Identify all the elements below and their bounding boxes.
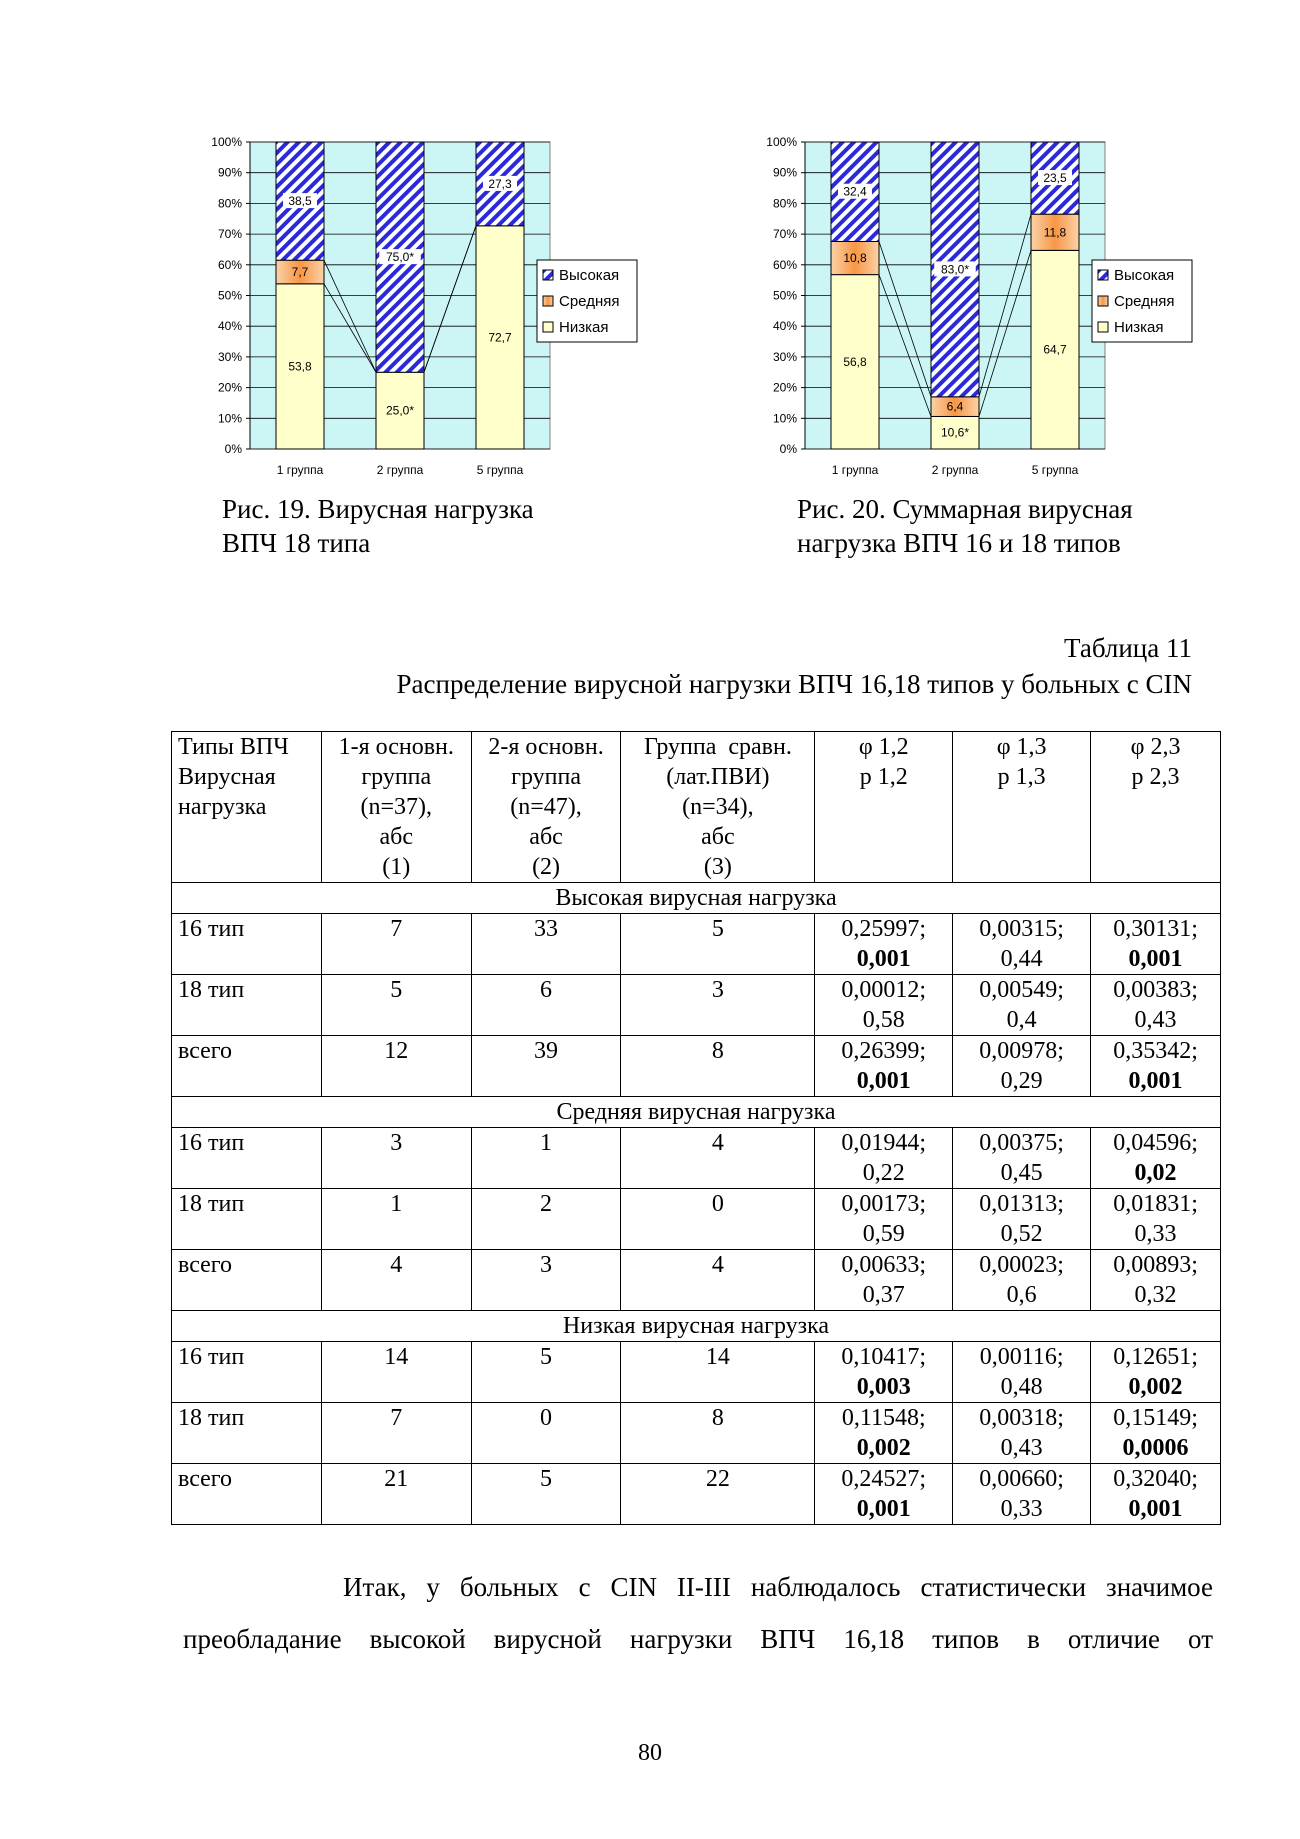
- paragraph-line: преобладание высокой вирусной нагрузки ВПЧ 16,18 типов в отличие от: [183, 1624, 1213, 1654]
- x-tick-label: 2 группа: [376, 463, 424, 477]
- phi-value: 0,00315;: [979, 916, 1064, 942]
- figure-19-caption-line: Рис. 19. Вирусная нагрузка: [222, 494, 534, 524]
- figure-20-chart: [750, 130, 1200, 490]
- cell-g2: 5: [471, 1464, 621, 1525]
- data-label: 10,8: [843, 251, 867, 266]
- p-value: 0,45: [1000, 1160, 1043, 1186]
- x-tick-label: 2 группа: [931, 463, 979, 477]
- phi-value: 0,00893;: [1113, 1252, 1198, 1278]
- phi-value: 0,00012;: [841, 977, 927, 1003]
- cell-g3: 8: [621, 1036, 815, 1097]
- legend-swatch: [543, 270, 553, 280]
- legend-swatch: [543, 322, 553, 332]
- cell-g1: 3: [321, 1128, 471, 1189]
- y-tick-label: 70%: [217, 227, 242, 242]
- p-value: 0,29: [1000, 1068, 1043, 1094]
- section-title: Высокая вирусная нагрузка: [172, 883, 1221, 914]
- table-row: [172, 1189, 1221, 1250]
- table-title: Таблица 11: [1064, 633, 1192, 663]
- cell-p12: [815, 914, 953, 975]
- cell-g2: 1: [471, 1128, 621, 1189]
- p-value: 0,52: [1000, 1221, 1043, 1247]
- header-text: (1): [382, 854, 411, 880]
- p-value: 0,001: [1128, 946, 1183, 972]
- section-row: [172, 883, 1221, 914]
- phi-value: 0,00173;: [841, 1191, 927, 1217]
- cell-p23: [1091, 1464, 1221, 1525]
- cell-p12: [815, 1036, 953, 1097]
- p-value: 0,59: [862, 1221, 905, 1247]
- p-value: 0,001: [856, 946, 911, 972]
- cell-g1: 7: [321, 1403, 471, 1464]
- table-row: [172, 914, 1221, 975]
- figure-20-caption-line: Рис. 20. Суммарная вирусная: [797, 494, 1133, 524]
- y-tick-label: 0%: [224, 442, 242, 456]
- cell-type: 18 тип: [172, 1403, 322, 1464]
- legend-entry: Низкая: [559, 319, 609, 336]
- p-value: 0,02: [1134, 1160, 1177, 1186]
- p-value: 0,58: [862, 1007, 905, 1033]
- legend: [1092, 260, 1192, 342]
- y-tick-label: 30%: [772, 349, 797, 364]
- data-label: 83,0*: [940, 262, 970, 277]
- header-text: p 2,3: [1131, 764, 1180, 790]
- cell-g3: 0: [621, 1189, 815, 1250]
- header-text: нагрузка: [178, 794, 267, 820]
- cell-g1: 12: [321, 1036, 471, 1097]
- y-tick-label: 100%: [766, 135, 797, 149]
- table-subtitle: Распределение вирусной нагрузки ВПЧ 16,18 типов у больных с CIN: [396, 669, 1192, 699]
- y-tick-label: 60%: [772, 257, 797, 272]
- header-cell-phi12: [815, 732, 953, 883]
- legend-swatch: [543, 296, 553, 306]
- cell-p23: [1091, 914, 1221, 975]
- cell-g1: 14: [321, 1342, 471, 1403]
- p-value: 0,002: [1128, 1374, 1183, 1400]
- cell-g3: 22: [621, 1464, 815, 1525]
- header-text: (n=47),: [510, 794, 582, 820]
- legend-swatch: [1098, 270, 1108, 280]
- legend-entry: Низкая: [1114, 319, 1164, 336]
- p-value: 0,43: [1000, 1435, 1043, 1461]
- legend-entry: Высокая: [1114, 267, 1175, 284]
- data-label: 7,7: [291, 265, 309, 280]
- legend-entry: Средняя: [559, 293, 620, 310]
- paragraph-line: Итак, у больных с CIN II-III наблюдалось статистически значимое: [343, 1572, 1213, 1602]
- header-text: группа: [361, 764, 432, 790]
- section-row: [172, 1097, 1221, 1128]
- section-title: Низкая вирусная нагрузка: [172, 1311, 1221, 1342]
- table-row: [172, 975, 1221, 1036]
- legend-entry: Высокая: [559, 267, 620, 284]
- phi-value: 0,01831;: [1113, 1191, 1198, 1217]
- header-text: группа: [511, 764, 581, 790]
- cell-g2: 33: [471, 914, 621, 975]
- phi-value: 0,01944;: [841, 1130, 927, 1156]
- cell-p23: [1091, 1403, 1221, 1464]
- table-row: [172, 1464, 1221, 1525]
- cell-g2: 2: [471, 1189, 621, 1250]
- cell-p13: [953, 1250, 1091, 1311]
- table-row: [172, 1250, 1221, 1311]
- header-text: абс: [701, 824, 735, 850]
- cell-g3: 3: [621, 975, 815, 1036]
- y-tick-label: 60%: [217, 257, 242, 272]
- cell-p13: [953, 1036, 1091, 1097]
- cell-type: всего: [172, 1036, 322, 1097]
- p-value: 0,001: [856, 1068, 911, 1094]
- cell-p23: [1091, 1128, 1221, 1189]
- y-tick-label: 50%: [772, 288, 797, 303]
- y-tick-label: 40%: [772, 319, 797, 334]
- p-value: 0,4: [1006, 1007, 1037, 1033]
- data-label: 53,8: [288, 359, 312, 374]
- cell-p13: [953, 1128, 1091, 1189]
- phi-value: 0,00633;: [841, 1252, 927, 1278]
- cell-p12: [815, 1342, 953, 1403]
- header-cell-phi23: [1091, 732, 1221, 883]
- p-value: 0,43: [1134, 1007, 1177, 1033]
- cell-p13: [953, 1464, 1091, 1525]
- data-label: 27,3: [488, 176, 512, 191]
- section-title: Средняя вирусная нагрузка: [172, 1097, 1221, 1128]
- table-body: [172, 732, 1221, 1525]
- header-text: (2): [532, 854, 561, 880]
- figure-20-caption-line: нагрузка ВПЧ 16 и 18 типов: [797, 528, 1121, 558]
- y-tick-label: 90%: [772, 165, 797, 180]
- cell-g2: 3: [471, 1250, 621, 1311]
- header-cell-group2: [471, 732, 621, 883]
- cell-p12: [815, 1128, 953, 1189]
- header-text: 1-я основн.: [338, 734, 454, 760]
- y-tick-label: 40%: [217, 319, 242, 334]
- cell-g1: 21: [321, 1464, 471, 1525]
- p-value: 0,003: [856, 1374, 911, 1400]
- data-label: 72,7: [488, 330, 512, 345]
- data-label: 75,0*: [385, 250, 415, 265]
- x-tick-label: 5 группа: [476, 463, 524, 477]
- table-header-row: [172, 732, 1221, 883]
- p-value: 0,48: [1000, 1374, 1043, 1400]
- phi-value: 0,26399;: [841, 1038, 927, 1064]
- p-value: 0,37: [862, 1282, 905, 1308]
- phi-value: 0,15149;: [1113, 1405, 1198, 1431]
- cell-g2: 6: [471, 975, 621, 1036]
- cell-type: 16 тип: [172, 1342, 322, 1403]
- viral-load-table: [171, 731, 1221, 1525]
- cell-p23: [1091, 1250, 1221, 1311]
- table-row: [172, 1403, 1221, 1464]
- figure-19-caption-line: ВПЧ 18 типа: [222, 528, 371, 558]
- data-label: 23,5: [1043, 171, 1067, 186]
- cell-g2: 0: [471, 1403, 621, 1464]
- header-text: Вирусная: [178, 764, 276, 790]
- figure-19-chart: [195, 130, 645, 490]
- figure-20-caption: [797, 492, 1133, 560]
- p-value: 0,001: [1128, 1068, 1183, 1094]
- cell-g2: 5: [471, 1342, 621, 1403]
- cell-p23: [1091, 1036, 1221, 1097]
- phi-value: 0,00375;: [979, 1130, 1064, 1156]
- y-tick-label: 30%: [217, 349, 242, 364]
- cell-p13: [953, 1342, 1091, 1403]
- p-value: 0,001: [1128, 1496, 1183, 1522]
- cell-p12: [815, 1403, 953, 1464]
- cell-type: 18 тип: [172, 1189, 322, 1250]
- header-cell-phi13: [953, 732, 1091, 883]
- phi-value: 0,11548;: [841, 1405, 926, 1431]
- y-tick-label: 0%: [779, 442, 797, 456]
- table-row: [172, 1036, 1221, 1097]
- cell-g1: 1: [321, 1189, 471, 1250]
- legend-swatch: [1098, 296, 1108, 306]
- y-tick-label: 20%: [772, 380, 797, 395]
- phi-value: 0,32040;: [1113, 1466, 1198, 1492]
- phi-value: 0,00023;: [979, 1252, 1064, 1278]
- y-tick-label: 20%: [217, 380, 242, 395]
- legend-swatch: [1098, 322, 1108, 332]
- cell-type: 16 тип: [172, 914, 322, 975]
- phi-value: 0,00383;: [1113, 977, 1198, 1003]
- header-text: p 1,3: [997, 764, 1046, 790]
- phi-value: 0,30131;: [1113, 916, 1198, 942]
- cell-p12: [815, 975, 953, 1036]
- header-text: φ 1,2: [858, 734, 909, 760]
- header-text: φ 1,3: [996, 734, 1047, 760]
- y-tick-label: 10%: [772, 411, 797, 426]
- cell-p23: [1091, 1342, 1221, 1403]
- data-label: 10,6*: [940, 425, 970, 440]
- x-tick-label: 1 группа: [276, 463, 324, 477]
- header-cell-group3: [621, 732, 815, 883]
- header-text: 2-я основн.: [488, 734, 604, 760]
- section-row: [172, 1311, 1221, 1342]
- cell-p13: [953, 1189, 1091, 1250]
- phi-value: 0,00318;: [979, 1405, 1064, 1431]
- header-text: φ 2,3: [1130, 734, 1181, 760]
- p-value: 0,6: [1006, 1282, 1037, 1308]
- cell-p13: [953, 975, 1091, 1036]
- data-label: 56,8: [843, 354, 867, 369]
- phi-value: 0,25997;: [841, 916, 927, 942]
- data-label: 64,7: [1043, 342, 1067, 357]
- y-tick-label: 80%: [772, 196, 797, 211]
- header-text: (n=37),: [360, 794, 433, 820]
- phi-value: 0,00978;: [979, 1038, 1064, 1064]
- cell-type: всего: [172, 1464, 322, 1525]
- cell-g1: 7: [321, 914, 471, 975]
- p-value: 0,32: [1134, 1282, 1177, 1308]
- cell-p23: [1091, 1189, 1221, 1250]
- p-value: 0,002: [856, 1435, 911, 1461]
- header-text: (n=34),: [682, 794, 754, 820]
- header-text: (3): [703, 854, 732, 880]
- cell-p23: [1091, 975, 1221, 1036]
- phi-value: 0,12651;: [1113, 1344, 1198, 1370]
- phi-value: 0,04596;: [1113, 1130, 1198, 1156]
- phi-value: 0,35342;: [1113, 1038, 1198, 1064]
- header-text: (лат.ПВИ): [666, 764, 770, 790]
- phi-value: 0,10417;: [841, 1344, 927, 1370]
- table-row: [172, 1342, 1221, 1403]
- y-tick-label: 50%: [217, 288, 242, 303]
- header-text: абс: [379, 824, 414, 850]
- cell-g2: 39: [471, 1036, 621, 1097]
- header-cell-group1: [321, 732, 471, 883]
- y-tick-label: 10%: [217, 411, 242, 426]
- cell-g1: 5: [321, 975, 471, 1036]
- data-label: 32,4: [843, 184, 867, 199]
- cell-type: 18 тип: [172, 975, 322, 1036]
- data-label: 11,8: [1043, 225, 1067, 240]
- p-value: 0,33: [1134, 1221, 1177, 1247]
- cell-g3: 4: [621, 1250, 815, 1311]
- header-text: p 1,2: [859, 764, 908, 790]
- cell-type: всего: [172, 1250, 322, 1311]
- cell-p13: [953, 914, 1091, 975]
- x-tick-label: 1 группа: [831, 463, 879, 477]
- cell-p12: [815, 1189, 953, 1250]
- y-tick-label: 80%: [217, 196, 242, 211]
- phi-value: 0,01313;: [979, 1191, 1064, 1217]
- page-number: 80: [638, 1740, 662, 1766]
- phi-value: 0,00549;: [979, 977, 1064, 1003]
- cell-g3: 5: [621, 914, 815, 975]
- header-cell-type: [172, 732, 322, 883]
- cell-p13: [953, 1403, 1091, 1464]
- y-tick-label: 90%: [217, 165, 242, 180]
- header-text: абс: [529, 824, 563, 850]
- cell-g3: 8: [621, 1403, 815, 1464]
- data-label: 38,5: [288, 194, 312, 209]
- y-tick-label: 70%: [772, 227, 797, 242]
- y-tick-label: 100%: [211, 135, 242, 149]
- cell-p12: [815, 1464, 953, 1525]
- cell-g3: 4: [621, 1128, 815, 1189]
- cell-type: 16 тип: [172, 1128, 322, 1189]
- cell-g1: 4: [321, 1250, 471, 1311]
- data-label: 25,0*: [385, 403, 415, 418]
- phi-value: 0,00660;: [979, 1466, 1064, 1492]
- table-row: [172, 1128, 1221, 1189]
- cell-p12: [815, 1250, 953, 1311]
- header-text: Типы ВПЧ: [178, 734, 289, 760]
- header-text: Группа сравн.: [643, 734, 792, 760]
- p-value: 0,44: [1000, 946, 1043, 972]
- phi-value: 0,00116;: [979, 1344, 1064, 1370]
- legend-entry: Средняя: [1114, 293, 1175, 310]
- p-value: 0,0006: [1122, 1435, 1189, 1461]
- x-tick-label: 5 группа: [1031, 463, 1079, 477]
- cell-g3: 14: [621, 1342, 815, 1403]
- p-value: 0,001: [856, 1496, 911, 1522]
- phi-value: 0,24527;: [841, 1466, 927, 1492]
- data-label: 6,4: [946, 399, 964, 414]
- figure-19-caption: [222, 492, 534, 560]
- legend: [537, 260, 637, 342]
- p-value: 0,33: [1000, 1496, 1043, 1522]
- p-value: 0,22: [862, 1160, 905, 1186]
